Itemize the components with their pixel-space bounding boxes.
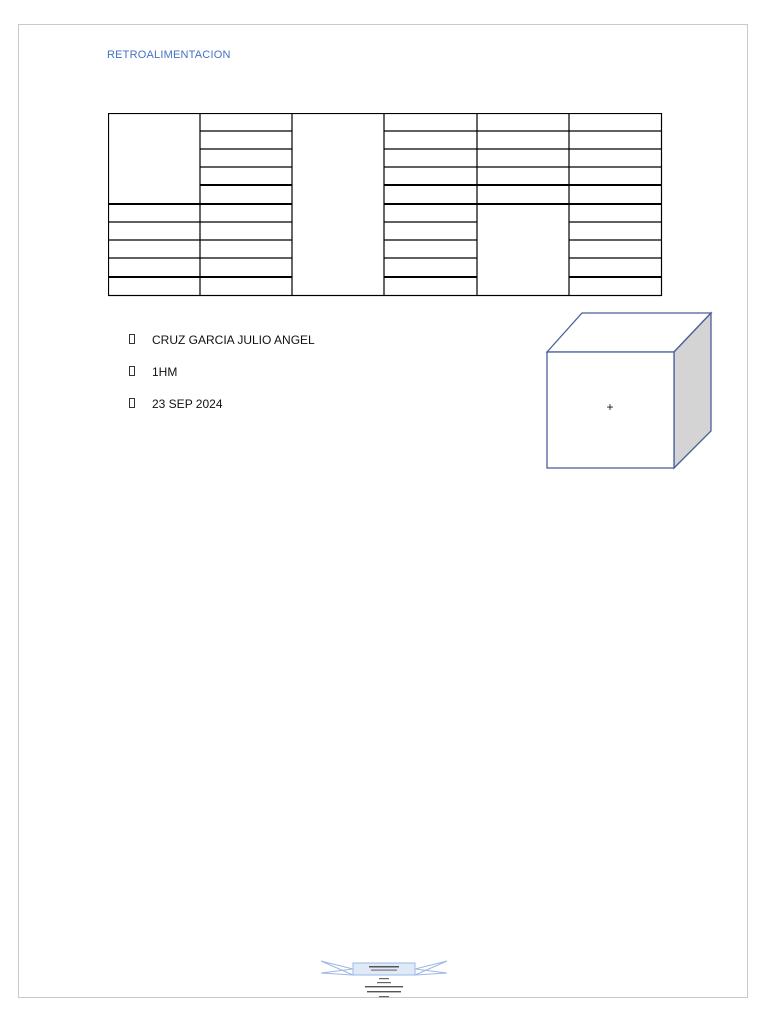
cube-label: + <box>606 400 614 414</box>
bullet-square-icon <box>129 398 135 408</box>
footer-decoration <box>319 959 449 1001</box>
group-code: 1HM <box>152 365 178 379</box>
bullet-square-icon <box>129 334 135 344</box>
student-name: CRUZ GARCIA JULIO ANGEL <box>152 333 315 347</box>
document-date: 23 SEP 2024 <box>152 397 223 411</box>
document-page <box>18 24 748 998</box>
document-heading: RETROALIMENTACION <box>107 49 231 61</box>
bullet-square-icon <box>129 366 135 376</box>
empty-table <box>108 113 664 297</box>
cube-shape <box>545 311 715 473</box>
